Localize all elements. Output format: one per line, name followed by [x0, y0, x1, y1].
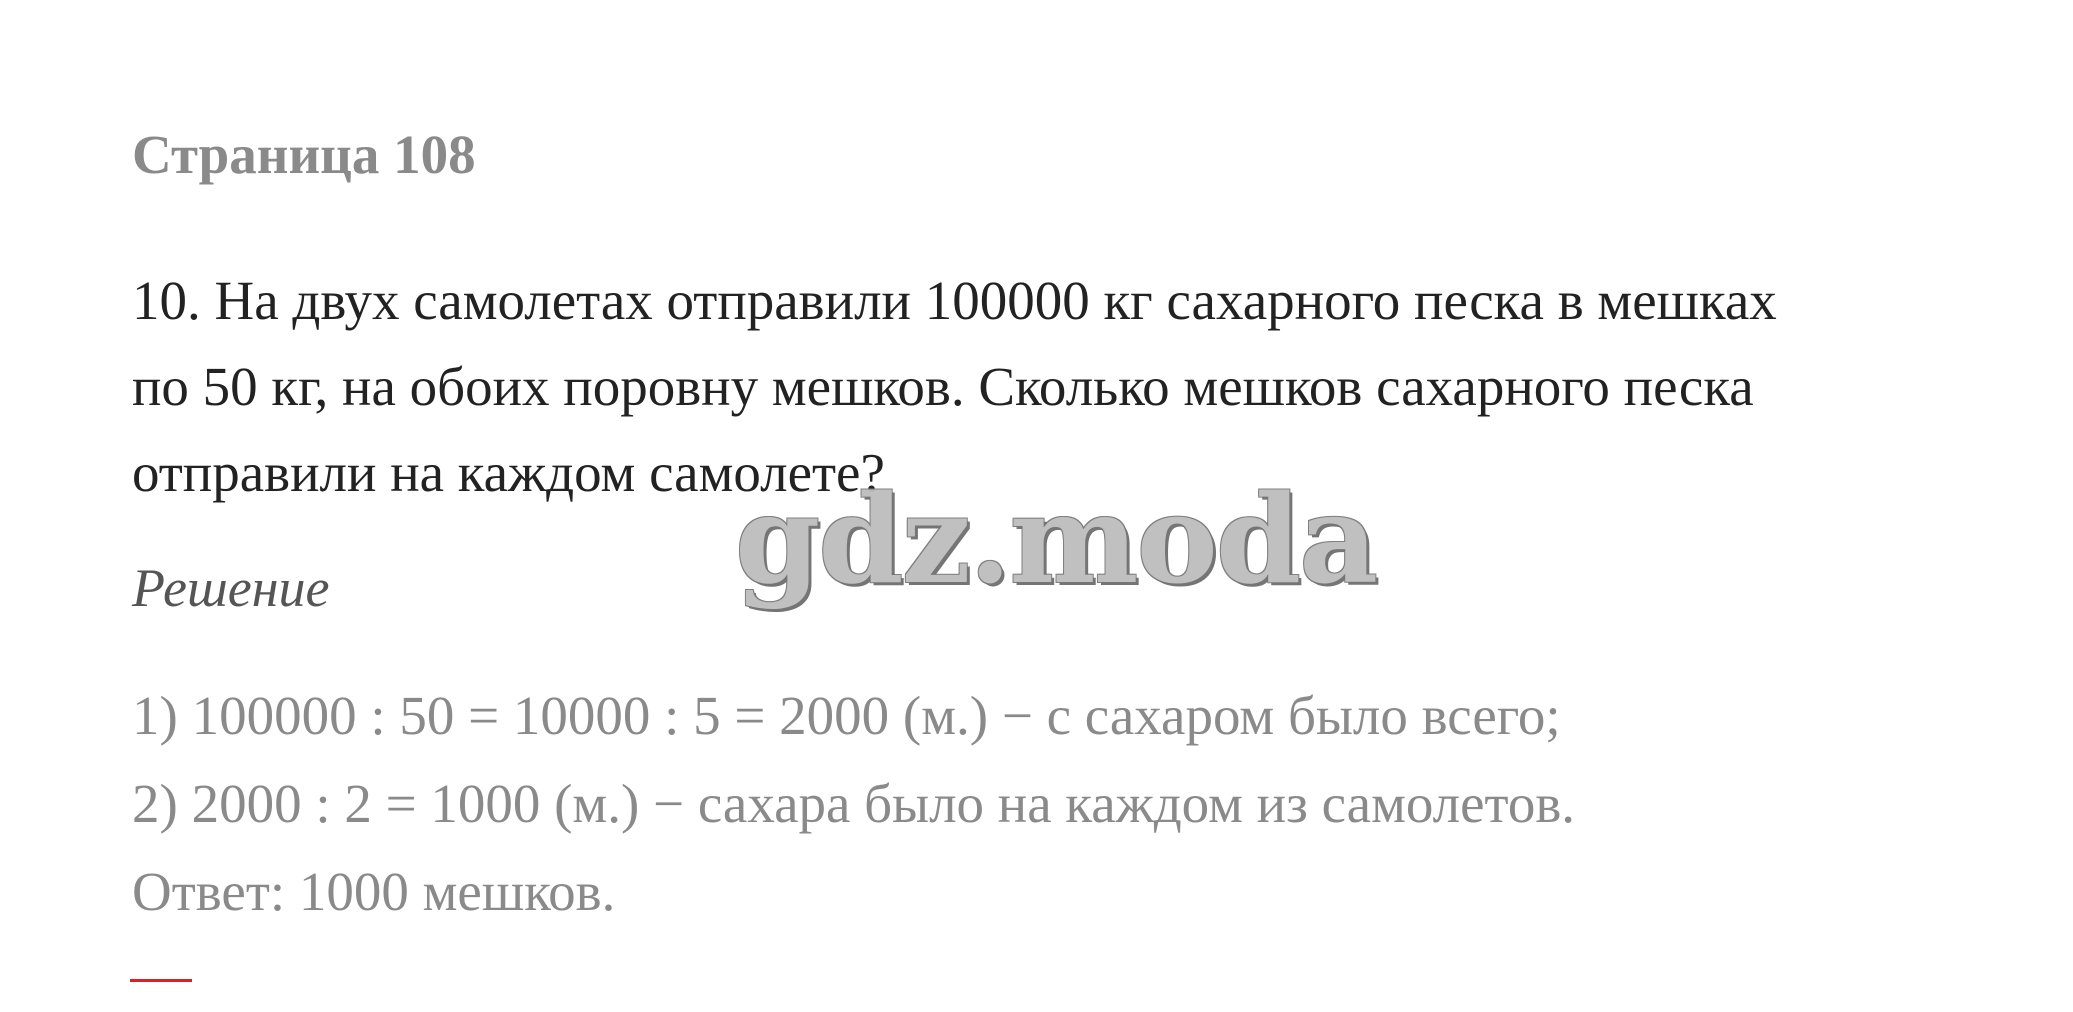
solution-steps [132, 672, 1575, 936]
solution-step: 2) 2000 : 2 = 1000 (м.) − сахара было на каждом из самолетов. [132, 773, 1576, 834]
red-underline-mark [130, 979, 192, 982]
problem-line: отправили на каждом самолете? [132, 442, 885, 503]
page-heading: Страница 108 [132, 124, 476, 185]
solution-step: 1) 100000 : 50 = 10000 : 5 = 2000 (м.) − с сахаром было всего; [132, 685, 1561, 746]
problem-line: по 50 кг, на обоих поровну мешков. Сколько мешков сахарного песка [132, 356, 1754, 417]
answer-line: Ответ: 1000 мешков. [132, 861, 616, 922]
problem-line: 10. На двух самолетах отправили 100000 кг сахарного песка в мешках [132, 270, 1777, 331]
watermark-logo: gdz.moda [735, 467, 1377, 611]
solution-label: Решение [132, 558, 330, 618]
